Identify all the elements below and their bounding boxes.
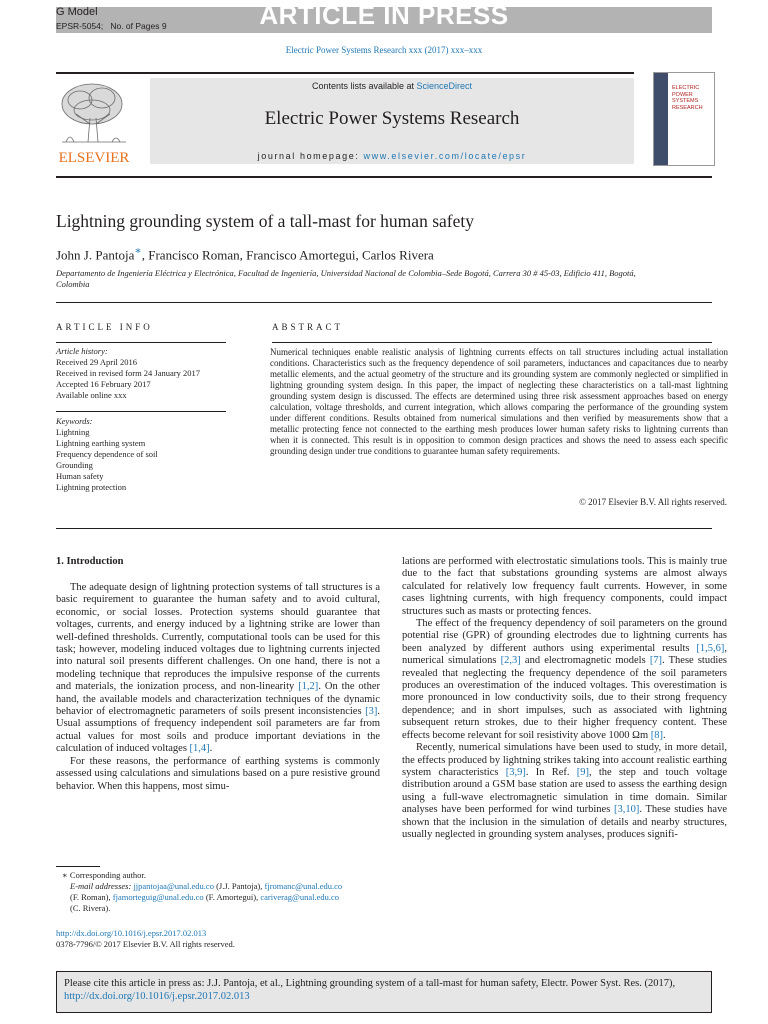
keywords-label: Keywords: bbox=[56, 416, 93, 426]
history-item: Accepted 16 February 2017 bbox=[56, 379, 151, 389]
text-run: . These studies have shown that the inclusion in the simulation of details and nearby structures, usually neglected in grounding system analyses, produces signifi- bbox=[402, 804, 728, 840]
paragraph: lations are performed with electrostatic simulations tools. This is mainly true due to the fact that substations grounding systems are almost always calculated for relatively low frequency fault currents. However, in some cases lightning currents, with high frequency components, could impact structures such as masts or protecting fences. bbox=[402, 556, 727, 617]
text-run: Recently, numerical simulations have been used to study, in more detail, the effects produced by lightning strikes taking into account realistic earthing system characteristics bbox=[402, 742, 727, 778]
abstract-heading: ABSTRACT bbox=[272, 322, 344, 332]
citation-link[interactable]: [3,10] bbox=[614, 804, 640, 816]
contents-line bbox=[150, 81, 634, 91]
publisher-name: ELSEVIER bbox=[58, 150, 130, 166]
keyword: Grounding bbox=[56, 460, 93, 470]
intro-heading: 1. Introduction bbox=[56, 556, 124, 567]
author-list bbox=[56, 244, 434, 263]
abstract-copyright: © 2017 Elsevier B.V. All rights reserved. bbox=[579, 497, 727, 507]
author-first: John J. Pantoja bbox=[56, 247, 135, 263]
journal-name: Electric Power Systems Research bbox=[264, 108, 520, 129]
history-item: Received 29 April 2016 bbox=[56, 357, 137, 367]
citation-link[interactable]: [3,9] bbox=[505, 766, 526, 778]
email-link[interactable]: cariverag@unal.edu.co bbox=[260, 892, 340, 902]
text-run: , numerical simulations bbox=[402, 642, 727, 667]
homepage-line bbox=[150, 151, 634, 161]
body-left-column bbox=[56, 582, 380, 793]
email-owner: (C. Rivera). bbox=[70, 903, 111, 913]
info-rule bbox=[56, 342, 226, 343]
email-owner: (J.J. Pantoja), bbox=[213, 881, 265, 891]
article-id-line bbox=[56, 21, 167, 31]
corresponding-note: ∗ Corresponding author. bbox=[62, 870, 146, 880]
paragraph bbox=[402, 742, 727, 841]
paragraph bbox=[402, 618, 727, 742]
history-item: Available online xxx bbox=[56, 390, 127, 400]
cover-title: ELECTRIC POWER SYSTEMS RESEARCH bbox=[672, 85, 703, 111]
email-owner: (F. Roman), bbox=[70, 892, 113, 902]
text-run: The adequate design of lightning protection systems of tall structures is a basic requirement to guarantee the human safety and to avoid cultural, economic, or social losses. Protection systems should guarantee that voltages, currents, and energy induced by a lightning strike are lower than well-defined thresholds. Currently, computational tools can be used for this task; however, modeling induced voltages due to lightning currents injected into natural soil presents different challenges. On one hand, there is not a modeling technique that reproduces the impulsive response of the currents and materials, the ionization process, and non-linearity bbox=[56, 582, 380, 693]
journal-reference[interactable]: Electric Power Systems Research xxx (2017) xxx–xxx bbox=[285, 45, 483, 55]
text-run: . These studies revealed that neglecting the frequency dependence of the soil parameters produces an overestimation of the induced voltages. This overestimation is more pronounced in low conductivity soils, due to their strong frequency dependence; and in short impulses, such as associated with lightning subsequent return strokes, due to their higher frequency content. These effects become relevant for soil resistivity above 1000 Ωm bbox=[402, 655, 727, 741]
issn-line: 0378-7796/© 2017 Elsevier B.V. All rights reserved. bbox=[56, 939, 235, 949]
keyword: Human safety bbox=[56, 471, 104, 481]
text-run: The effect of the frequency dependency of soil parameters on the ground potential rise (GPR) of grounding electrodes due to lightning currents has been analyzed by different authors using experimental results bbox=[402, 618, 727, 654]
footnote bbox=[56, 870, 386, 914]
article-history bbox=[56, 346, 200, 401]
email-link[interactable]: jjpantojaa@unal.edu.co bbox=[133, 881, 214, 891]
section-rule bbox=[56, 528, 712, 529]
affiliation: Departamento de Ingeniería Eléctrica y Electrónica, Facultad de Ingeniería, Universidad Nacional de Colombia–Sede Bogotá, Carrera 30 # 45-03, Edificio 411, Bogotá, Colombia bbox=[56, 268, 636, 289]
cite-prefix: Please cite this article in press as: J.J. Pantoja, et al., Lightning grounding system of a tall-mast for human safety, Electr. Power Syst. Res. (2017), bbox=[64, 978, 676, 989]
citation-link[interactable]: [3] bbox=[365, 706, 378, 718]
text-run: . In Ref. bbox=[525, 766, 577, 778]
header-rule-top bbox=[56, 72, 634, 74]
email-link[interactable]: fjromanc@unal.edu.co bbox=[264, 881, 343, 891]
sciencedirect-link[interactable]: ScienceDirect bbox=[416, 81, 473, 91]
abstract-rule bbox=[272, 342, 712, 343]
history-label: Article history: bbox=[56, 346, 108, 356]
text-run: , the step and touch voltage distribution around a GSM base station are used to assess the earthing design using a full-wave electromagnetic simulation in time domain. Similar analyses have been performed for wind turbines bbox=[402, 766, 727, 816]
journal-cover-image[interactable] bbox=[653, 72, 715, 166]
email-label: E-mail addresses: bbox=[70, 881, 134, 891]
text-run: and electromagnetic models bbox=[520, 655, 650, 667]
page-count: No. of Pages 9 bbox=[110, 21, 167, 31]
text-run: . bbox=[209, 743, 213, 755]
cite-text bbox=[64, 977, 724, 1003]
keywords bbox=[56, 416, 158, 493]
article-id: EPSR-5054; bbox=[56, 21, 104, 31]
citation-link[interactable]: [9] bbox=[576, 766, 589, 778]
email-line bbox=[56, 881, 386, 914]
press-status: ARTICLE IN PRESS bbox=[259, 0, 509, 30]
body-right-column bbox=[402, 556, 727, 841]
keyword: Frequency dependence of soil bbox=[56, 449, 158, 459]
text-run: . On the other hand, the available models and characterization techniques of the dynamic behavior of electromagnetic parameters of soils present inconsistencies bbox=[56, 681, 380, 718]
footnote-rule bbox=[56, 866, 100, 867]
keyword: Lightning protection bbox=[56, 482, 127, 492]
citation-link[interactable]: [8] bbox=[650, 729, 663, 741]
doi-link[interactable]: http://dx.doi.org/10.1016/j.epsr.2017.02.013 bbox=[56, 928, 207, 938]
corresponding-mark[interactable]: ∗ bbox=[134, 245, 142, 257]
homepage-prefix: journal homepage: bbox=[257, 151, 364, 161]
elsevier-logo bbox=[52, 78, 136, 166]
citation-link[interactable]: [1,4] bbox=[189, 743, 210, 755]
keywords-rule bbox=[56, 411, 226, 412]
g-model-label: G Model bbox=[56, 6, 98, 18]
contents-prefix: Contents lists available at bbox=[311, 81, 417, 91]
paragraph: For these reasons, the performance of earthing systems is commonly assessed using calculations and simulations based on a pure resistive ground behavior. When this happens, most simu- bbox=[56, 755, 380, 792]
homepage-link[interactable]: www.elsevier.com/locate/epsr bbox=[363, 151, 527, 161]
keyword: Lightning earthing system bbox=[56, 438, 146, 448]
paragraph bbox=[56, 582, 380, 756]
keyword: Lightning bbox=[56, 427, 90, 437]
citation-link[interactable]: [1,2] bbox=[298, 681, 319, 693]
text-run: . bbox=[663, 729, 666, 741]
citation-link[interactable]: [1,5,6] bbox=[696, 642, 725, 654]
cite-doi-link[interactable]: http://dx.doi.org/10.1016/j.epsr.2017.02.013 bbox=[64, 991, 250, 1002]
title-rule bbox=[56, 302, 712, 303]
doi-block bbox=[56, 928, 235, 950]
email-owner: (F. Amortegui), bbox=[203, 892, 261, 902]
citation-link[interactable]: [2,3] bbox=[500, 655, 521, 667]
header-rule-bottom bbox=[56, 176, 712, 178]
article-info-heading: ARTICLE INFO bbox=[56, 322, 153, 332]
abstract-text: Numerical techniques enable realistic analysis of lightning currents effects on tall structures including actual installation conditions. Characteristics such as the frequency dependence of soil parameters, inductances and capacitances due to nearby metallic elements, and the actual geometry of the structure and its grounding system are commonly neglected or simplified in lightning grounding system design. In this paper, the impact of neglecting these characteristics on a tall-mast lightning grounding system design is discussed. The effects are determined using three risk assessment approaches based on energy calculation, voltage thresholds, and current integration, which allows comparing the performance of the grounding system under different conditions. Results obtained from numerical simulations and then verified by measurements show that a metallic protecting fence not connected to the earthing mesh produces lower human safety risks to lightning currents than when it is connected. This result is in opposition to common design practices and shows the need to assess each specific grounding design under true conditions to guarantee human safety requirements. bbox=[270, 347, 728, 456]
elsevier-tree-icon bbox=[52, 78, 136, 166]
text-run: . Usual assumptions of frequency independent soil parameters are far from actual values for most soils and produce important deviations in the calculation of induced voltages bbox=[56, 706, 380, 755]
citation-link[interactable]: [7] bbox=[649, 655, 663, 667]
paper-title: Lightning grounding system of a tall-mast for human safety bbox=[56, 211, 474, 231]
cover-strip bbox=[654, 73, 668, 165]
email-link[interactable]: fjamorteguig@unal.edu.co bbox=[112, 892, 204, 902]
history-item: Received in revised form 24 January 2017 bbox=[56, 368, 200, 378]
author-rest: , Francisco Roman, Francisco Amortegui, Carlos Rivera bbox=[141, 247, 434, 263]
